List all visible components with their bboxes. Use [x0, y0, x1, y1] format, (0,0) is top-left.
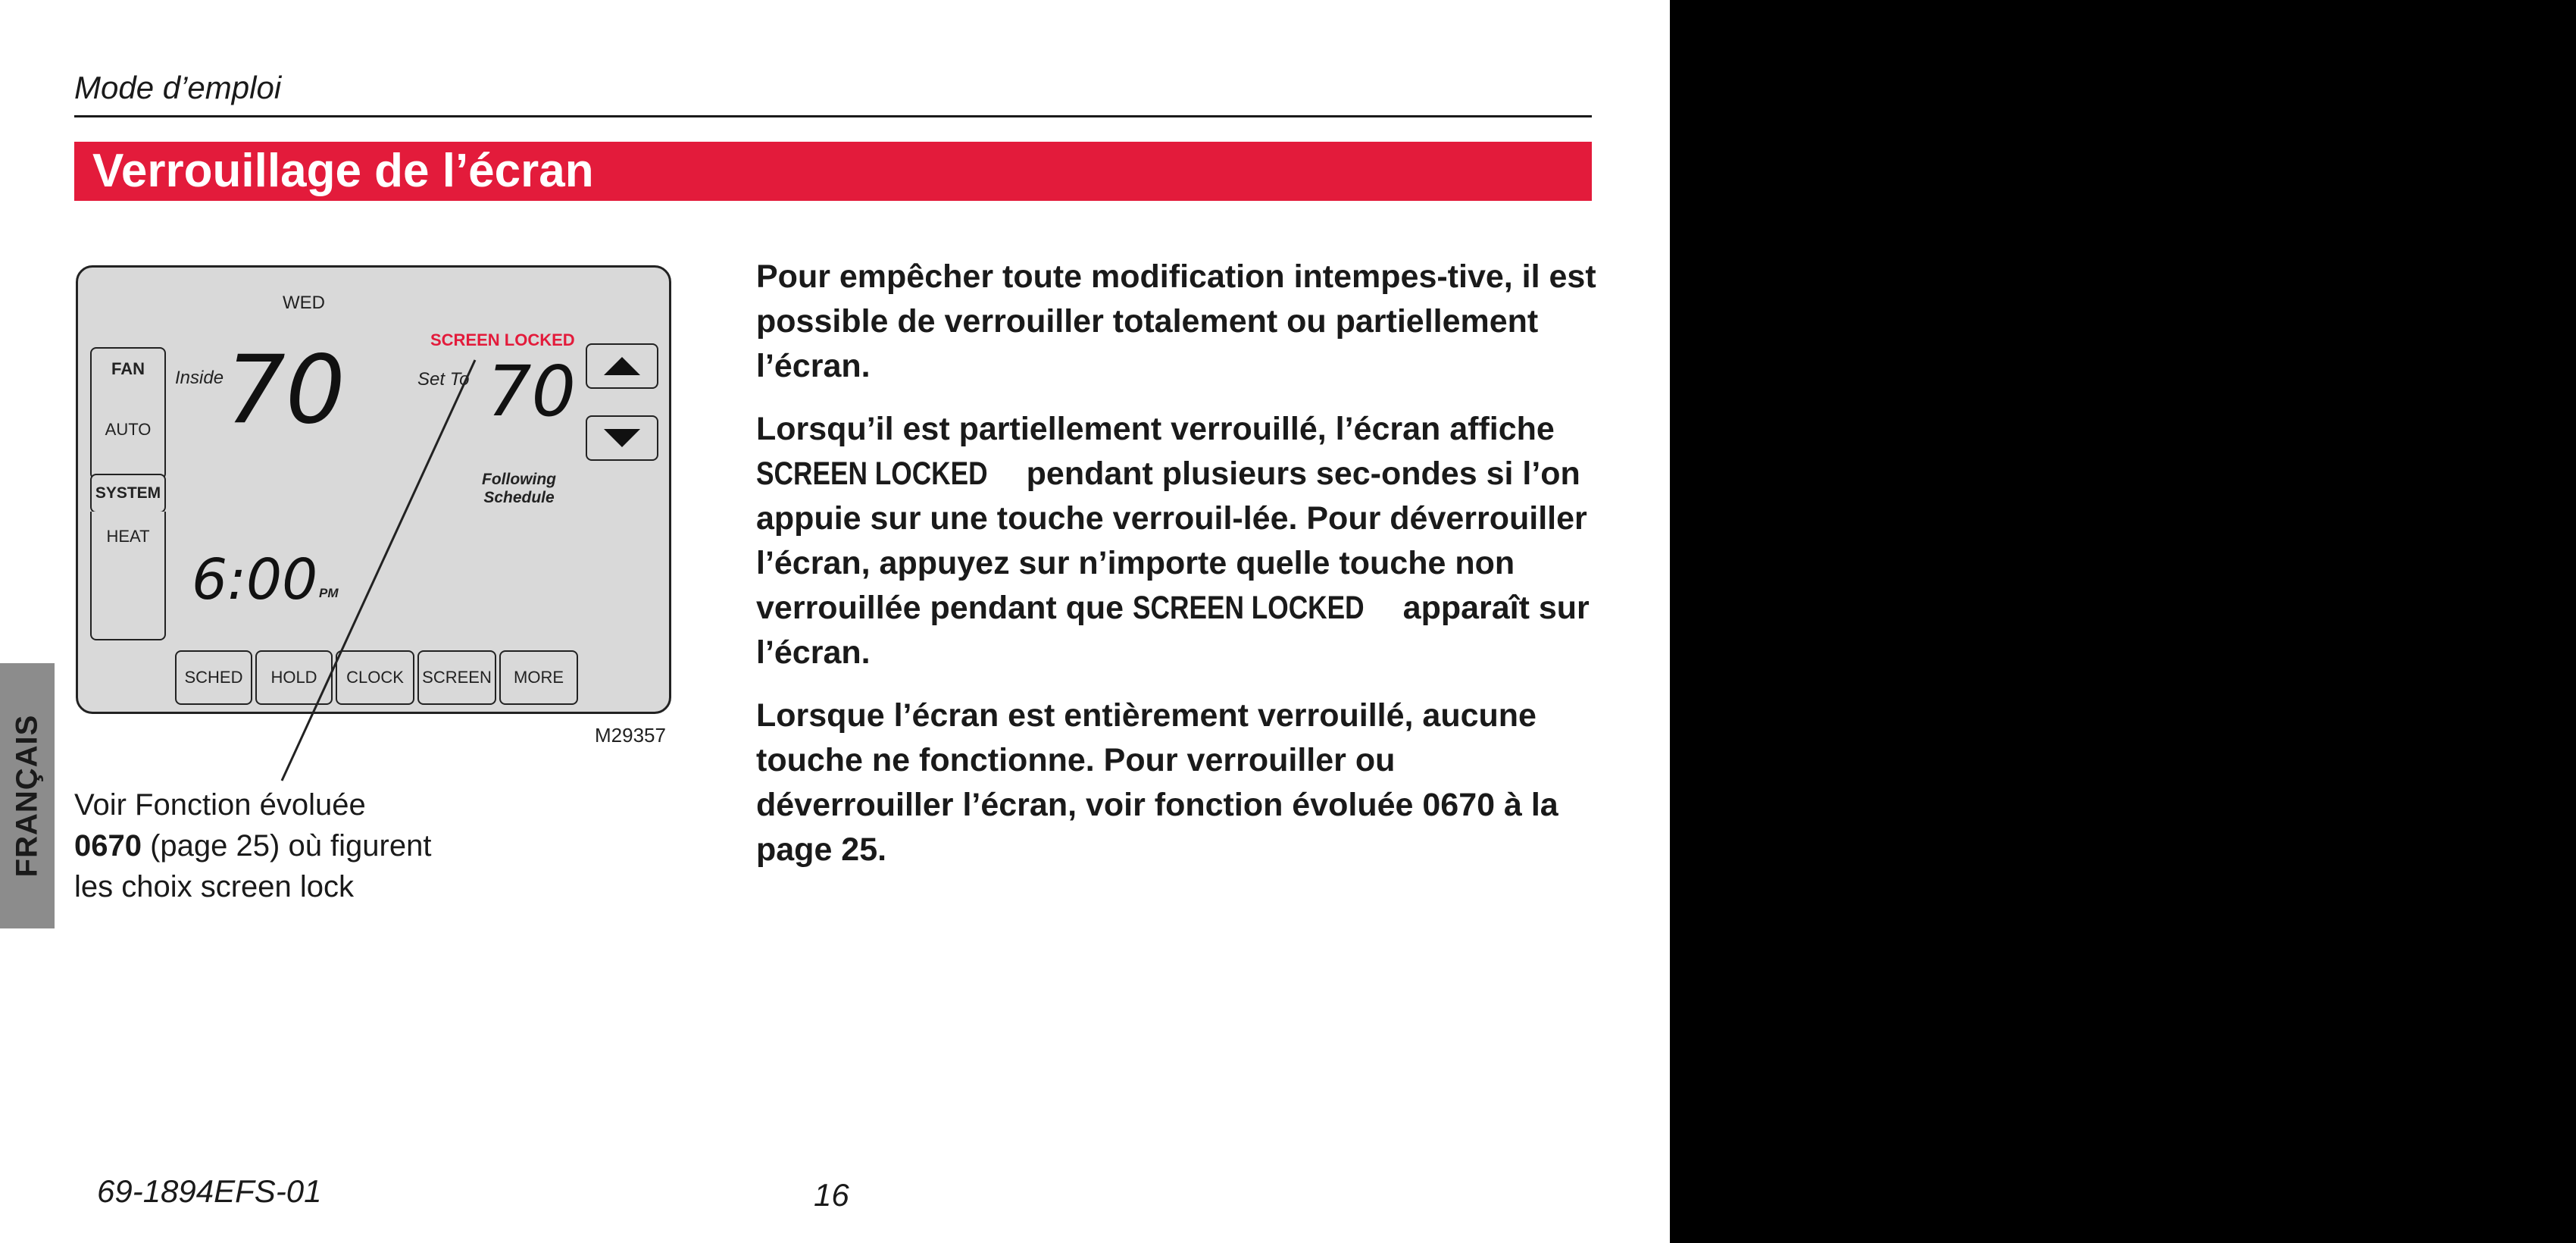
p2-part-c: apparaît sur l’écran. [756, 590, 1590, 671]
paragraph-2 [756, 407, 1597, 675]
caption-line2 [74, 825, 431, 866]
p2-screen-locked-2: SCREEN LOCKED [1133, 590, 1365, 626]
caption-line2-rest: (page 25) où figurent [141, 829, 432, 863]
day-label: WED [283, 293, 325, 313]
section-header: Mode d’emploi [74, 70, 282, 105]
document-code: 69-1894EFS-01 [97, 1173, 322, 1209]
inside-label: Inside [175, 368, 224, 388]
screen-locked-text: SCREEN LOCKED [430, 330, 575, 349]
language-tab-label: FRANÇAIS [10, 714, 44, 878]
fan-label: FAN [111, 359, 145, 378]
set-temperature: 70 [487, 351, 577, 432]
system-label: SYSTEM [95, 484, 161, 502]
right-black-panel [1670, 0, 2576, 1243]
caption-code: 0670 [74, 829, 142, 863]
setto-label: Set To [417, 369, 470, 390]
fan-mode: AUTO [105, 420, 152, 439]
paragraph-1: Pour empêcher toute modification intempes-tive, il est possible de verrouiller totalement ou partiellement l’écran. [756, 258, 1596, 384]
page-title: Verrouillage de l’écran [92, 145, 594, 197]
screen-label: SCREEN [422, 668, 492, 687]
ampm-indicator: PM [319, 586, 339, 600]
body-text [756, 255, 1597, 891]
figure-caption [74, 784, 431, 907]
page-number: 16 [814, 1177, 849, 1213]
inside-temperature: 70 [226, 336, 345, 445]
figure-id: M29357 [595, 724, 666, 747]
p2-screen-locked-1: SCREEN LOCKED [756, 456, 988, 492]
caption-line1: Voir Fonction évoluée [74, 788, 366, 822]
clock-time: 6:00 [192, 547, 318, 612]
following-line1: Following [482, 471, 556, 488]
system-mode: HEAT [106, 527, 150, 546]
p2-part-a: Lorsqu’il est partiellement verrouillé, l’écran affiche [756, 411, 1555, 447]
caption-line3: les choix screen lock [74, 870, 355, 903]
more-label: MORE [514, 668, 564, 687]
p2-part-b: pendant plusieurs sec-ondes si l’on appuie sur une touche verrouil-lée. Pour déverrouiller l’écran, appuyez sur n’importe quelle touche non verrouillée pendant que [756, 456, 1587, 626]
following-line2: Schedule [483, 489, 555, 506]
hold-label: HOLD [270, 668, 317, 687]
paragraph-3: Lorsque l’écran est entièrement verrouillé, aucune touche ne fonctionne. Pour verrouiller ou déverrouiller l’écran, voir fonction évoluée 0670 à la page 25. [756, 697, 1558, 868]
clock-label: CLOCK [346, 668, 404, 687]
sched-label: SCHED [184, 668, 243, 687]
